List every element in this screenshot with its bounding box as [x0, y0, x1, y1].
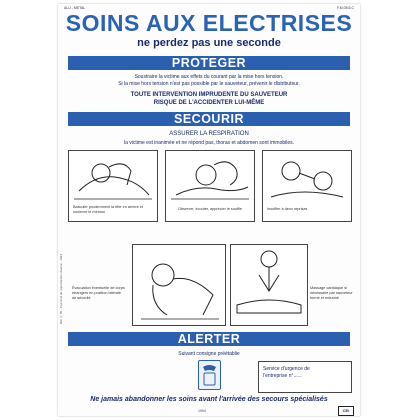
step-panel-4	[132, 244, 226, 326]
service-label-2: l'entreprise n°......	[263, 373, 302, 379]
step-panel-2	[165, 150, 255, 222]
banner-alerter: ALERTER	[68, 332, 350, 346]
step-panel-3	[262, 150, 352, 222]
footer-code: 1994	[198, 409, 206, 413]
proteger-warning-2: RISQUE DE L'ACCIDENTER LUI-MÊME	[153, 100, 265, 106]
step-3-caption: Insuffler à deux reprises	[267, 207, 308, 211]
listen-breath-illustration	[166, 151, 254, 205]
service-label-1: Service d'urgence de	[263, 366, 310, 372]
footer-warning: Ne jamais abandonner les soins avant l'arrivée des secours spécialisés	[90, 396, 328, 403]
banner-secourir: SECOURIR	[68, 112, 350, 126]
secourir-sub-2: la victime est inanimée et ne répond pas, thorax et abdomen sont immobiles.	[123, 140, 295, 146]
telephone-icon-glyph	[199, 361, 220, 389]
proteger-line-2: Si la mise hors tension n'est pas possible par le sauveteur, prévenir le distributeur.	[118, 81, 300, 87]
head-tilt-illustration	[69, 151, 157, 205]
cardiac-massage-illustration	[231, 245, 307, 325]
alerter-sub: Suivant consigne préétablie	[178, 351, 240, 357]
poster-title: SOINS AUX ELECTRISES	[65, 10, 353, 36]
phone-icon	[198, 360, 221, 390]
step-1-caption: Basculer prudemment la tête en arrière et soulever le menton	[73, 205, 144, 214]
step-5-caption: Massage cardiaque si nécessaire par sauveteur formé et entraîné	[310, 286, 353, 300]
side-reference: Réf. n° 05 - Tout droit de reproduction réservé - 1994	[59, 254, 63, 325]
safety-poster	[58, 4, 360, 416]
emergency-service-box	[258, 361, 352, 393]
poster-subtitle: ne perdez pas une seconde	[137, 37, 281, 49]
step-panel-1	[68, 150, 158, 222]
insufflate-illustration	[263, 151, 351, 205]
publisher-logo: CEI	[338, 406, 354, 416]
meta-left: ALU - METAL	[64, 6, 86, 10]
step-4-caption: Évacuation éventuelle de corps étrangers en position latérale de sécurité	[72, 286, 125, 300]
step-panel-5	[230, 244, 308, 326]
proteger-warning-1: TOUTE INTERVENTION IMPRUDENTE DU SAUVETEUR	[130, 92, 288, 98]
meta-right: F.M.05.6.C	[337, 6, 354, 10]
recovery-position-illustration	[133, 245, 225, 325]
banner-proteger: PROTEGER	[68, 56, 350, 70]
step-2-caption: Observer, écouter, apprécier le souffle	[177, 207, 243, 211]
secourir-sub-1: ASSURER LA RESPIRATION	[169, 131, 249, 137]
proteger-line-1: Soustraire la victime aux effets du courant par la mise hors tension.	[134, 74, 284, 80]
